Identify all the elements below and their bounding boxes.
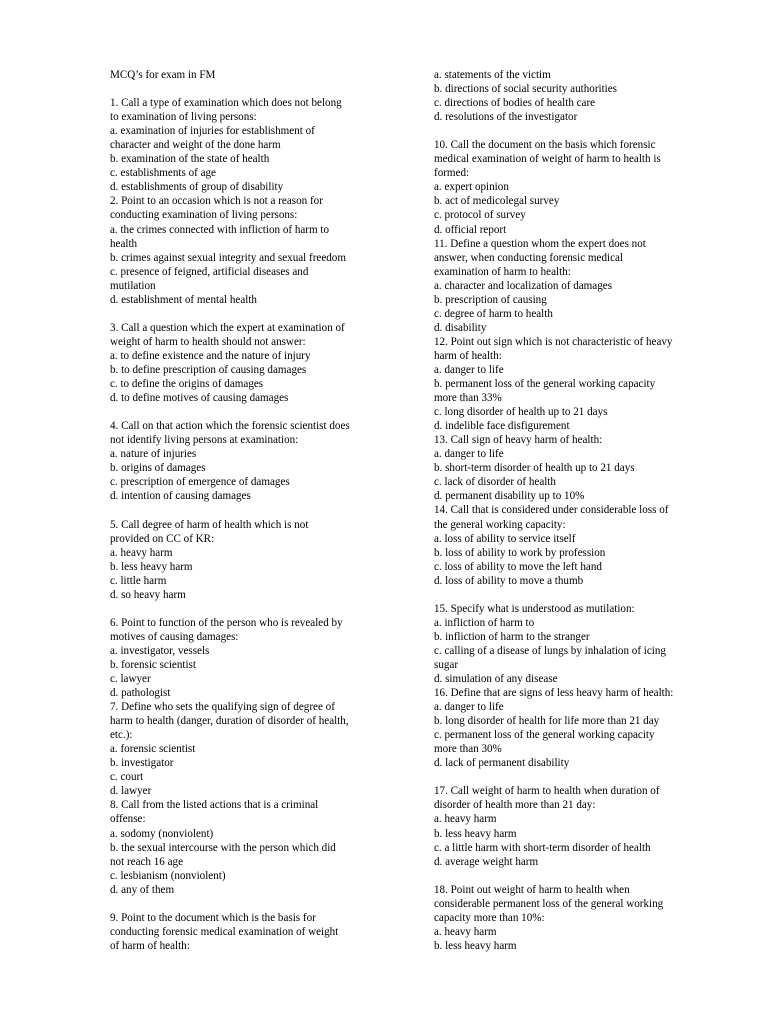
text-line: c. calling of a disease of lungs by inhalation of icing: [434, 644, 666, 657]
text-line: medical examination of weight of harm to health is: [434, 153, 661, 166]
text-line: 1. Call a type of examination which does not belong: [110, 97, 342, 110]
text-line: 5. Call degree of harm of health which is not: [110, 518, 309, 531]
text-line: b. less heavy harm: [110, 560, 193, 573]
text-line: not reach 16 age: [110, 855, 183, 868]
text-line: b. investigator: [110, 757, 174, 770]
text-line: b. act of medicolegal survey: [434, 195, 560, 208]
text-line: a. danger to life: [434, 363, 504, 376]
text-line: 12. Point out sign which is not characteristic of heavy: [434, 335, 673, 348]
text-line: a. heavy harm: [110, 546, 173, 559]
text-line: sugar: [434, 658, 459, 671]
text-line: c. protocol of survey: [434, 209, 526, 222]
text-line: d. so heavy harm: [110, 588, 186, 601]
text-line: d. pathologist: [110, 687, 171, 700]
text-line: 7. Define who sets the qualifying sign of degree of: [110, 701, 335, 714]
title-spacer: [110, 82, 392, 96]
blank-line: [110, 602, 392, 616]
text-line: to examination of living persons:: [110, 111, 257, 124]
text-line: 3. Call a question which the expert at examination of: [110, 321, 345, 334]
text-line: conducting forensic medical examination of weight: [110, 925, 339, 938]
text-line: a. loss of ability to service itself: [434, 532, 576, 545]
text-line: b. origins of damages: [110, 462, 206, 475]
left-column-lines: [110, 96, 392, 953]
text-line: c. directions of bodies of health care: [434, 97, 596, 110]
blank-line: [434, 770, 724, 784]
text-line: 16. Define that are signs of less heavy harm of health:: [434, 687, 674, 700]
text-line: provided on CC of KR:: [110, 532, 215, 545]
text-line: a. danger to life: [434, 448, 504, 461]
text-line: b. less heavy harm: [434, 827, 517, 840]
text-line: mutilation: [110, 279, 156, 292]
blank-line: [110, 897, 392, 911]
blank-line: [110, 503, 392, 517]
text-line: b. to define prescription of causing damages: [110, 363, 307, 376]
text-line: 10. Call the document on the basis which forensic: [434, 139, 656, 152]
left-column: [110, 68, 392, 953]
text-line: 14. Call that is considered under considerable loss of: [434, 504, 669, 517]
text-line: b. less heavy harm: [434, 939, 517, 952]
text-line: b. loss of ability to work by profession: [434, 546, 606, 559]
text-line: c. permanent loss of the general working capacity: [434, 729, 655, 742]
text-line: d. permanent disability up to 10%: [434, 490, 585, 503]
text-line: c. presence of feigned, artificial diseases and: [110, 265, 309, 278]
text-line: a. statements of the victim: [434, 69, 551, 81]
text-line: d. establishments of group of disability: [110, 181, 284, 194]
text-line: harm to health (danger, duration of disorder of health,: [110, 715, 349, 728]
text-line: weight of harm to health should not answer:: [110, 335, 306, 348]
text-line: d. lack of permanent disability: [434, 757, 570, 770]
text-line: a. heavy harm: [434, 813, 497, 826]
text-line: b. crimes against sexual integrity and sexual freedom: [110, 251, 346, 264]
text-line: b. the sexual intercourse with the person which did: [110, 841, 336, 854]
text-line: d. official report: [434, 223, 507, 236]
text-line: formed:: [434, 167, 470, 180]
text-line: more than 30%: [434, 743, 502, 756]
text-line: answer, when conducting forensic medical: [434, 251, 624, 264]
text-line: c. little harm: [110, 574, 167, 587]
text-line: b. directions of social security authorities: [434, 83, 617, 96]
text-line: harm of health:: [434, 349, 502, 362]
text-line: 11. Define a question whom the expert does not: [434, 237, 646, 250]
text-line: d. to define motives of causing damages: [110, 392, 289, 405]
text-line: considerable permanent loss of the general working: [434, 897, 664, 910]
text-line: a. sodomy (nonviolent): [110, 827, 214, 840]
text-line: a. the crimes connected with infliction of harm to: [110, 223, 330, 236]
text-line: character and weight of the done harm: [110, 139, 281, 152]
text-line: a. heavy harm: [434, 925, 497, 938]
text-line: d. establishment of mental health: [110, 293, 257, 306]
text-line: 18. Point out weight of harm to health when: [434, 883, 630, 896]
text-line: d. average weight harm: [434, 855, 539, 868]
text-line: a. forensic scientist: [110, 743, 196, 756]
blank-line: [434, 124, 724, 138]
text-line: health: [110, 237, 138, 250]
text-line: c. establishments of age: [110, 167, 216, 180]
text-line: the general working capacity:: [434, 518, 566, 531]
blank-line: [110, 405, 392, 419]
text-line: a. expert opinion: [434, 181, 509, 194]
text-line: d. indelible face disfigurement: [434, 420, 570, 433]
text-line: conducting examination of living persons:: [110, 209, 298, 222]
text-line: b. prescription of causing: [434, 293, 547, 306]
text-line: examination of harm to health:: [434, 265, 571, 278]
text-line: b. forensic scientist: [110, 658, 196, 671]
text-line: d. loss of ability to move a thumb: [434, 574, 584, 587]
right-column-lines: [434, 68, 724, 953]
text-line: a. investigator, vessels: [110, 644, 210, 657]
text-line: c. degree of harm to health: [434, 307, 553, 320]
text-line: 8. Call from the listed actions that is a criminal: [110, 799, 319, 812]
text-line: 4. Call on that action which the forensic scientist does: [110, 420, 350, 433]
blank-line: [110, 307, 392, 321]
text-line: c. lesbianism (nonviolent): [110, 869, 226, 882]
text-line: b. permanent loss of the general working capacity: [434, 378, 656, 391]
text-line: c. prescription of emergence of damages: [110, 476, 290, 489]
text-line: c. long disorder of health up to 21 days: [434, 406, 608, 419]
text-line: b. long disorder of health for life more than 21 day: [434, 715, 660, 728]
text-line: c. to define the origins of damages: [110, 378, 264, 391]
text-line: d. any of them: [110, 883, 175, 896]
text-line: offense:: [110, 813, 146, 826]
blank-line: [434, 588, 724, 602]
text-line: c. a little harm with short-term disorder of health: [434, 841, 651, 854]
text-line: a. danger to life: [434, 701, 504, 714]
text-line: d. disability: [434, 321, 487, 334]
text-line: d. lawyer: [110, 785, 152, 798]
text-line: b. infliction of harm to the stranger: [434, 630, 590, 643]
text-line: 9. Point to the document which is the basis for: [110, 911, 316, 924]
text-line: c. court: [110, 771, 144, 784]
blank-line: [434, 869, 724, 883]
text-line: 15. Specify what is understood as mutilation:: [434, 602, 635, 615]
text-line: c. loss of ability to move the left hand: [434, 560, 602, 573]
text-line: disorder of health more than 21 day:: [434, 799, 596, 812]
text-line: d. intention of causing damages: [110, 490, 251, 503]
text-line: b. examination of the state of health: [110, 153, 270, 166]
text-line: a. to define existence and the nature of injury: [110, 349, 311, 362]
text-line: d. simulation of any disease: [434, 673, 558, 686]
text-line: etc.):: [110, 729, 133, 742]
text-line: b. short-term disorder of health up to 21 days: [434, 462, 635, 475]
text-line: d. resolutions of the investigator: [434, 111, 578, 124]
text-line: capacity more than 10%:: [434, 911, 545, 924]
right-column: [434, 68, 724, 953]
text-line: not identify living persons at examination:: [110, 434, 299, 447]
text-line: more than 33%: [434, 392, 502, 405]
text-line: a. examination of injuries for establishment of: [110, 125, 315, 138]
text-line: c. lack of disorder of health: [434, 476, 556, 489]
text-line: c. lawyer: [110, 673, 151, 686]
text-line: 2. Point to an occasion which is not a reason for: [110, 195, 323, 208]
text-line: 6. Point to function of the person who is revealed by: [110, 616, 343, 629]
text-line: 17. Call weight of harm to health when duration of: [434, 785, 660, 798]
text-line: of harm of health:: [110, 939, 190, 952]
text-line: a. infliction of harm to: [434, 616, 535, 629]
text-line: motives of causing damages:: [110, 630, 239, 643]
text-line: a. character and localization of damages: [434, 279, 613, 292]
text-line: a. nature of injuries: [110, 448, 197, 461]
text-line: 13. Call sign of heavy harm of health:: [434, 434, 603, 447]
document-title: MCQ’s for exam in FM: [110, 69, 216, 81]
